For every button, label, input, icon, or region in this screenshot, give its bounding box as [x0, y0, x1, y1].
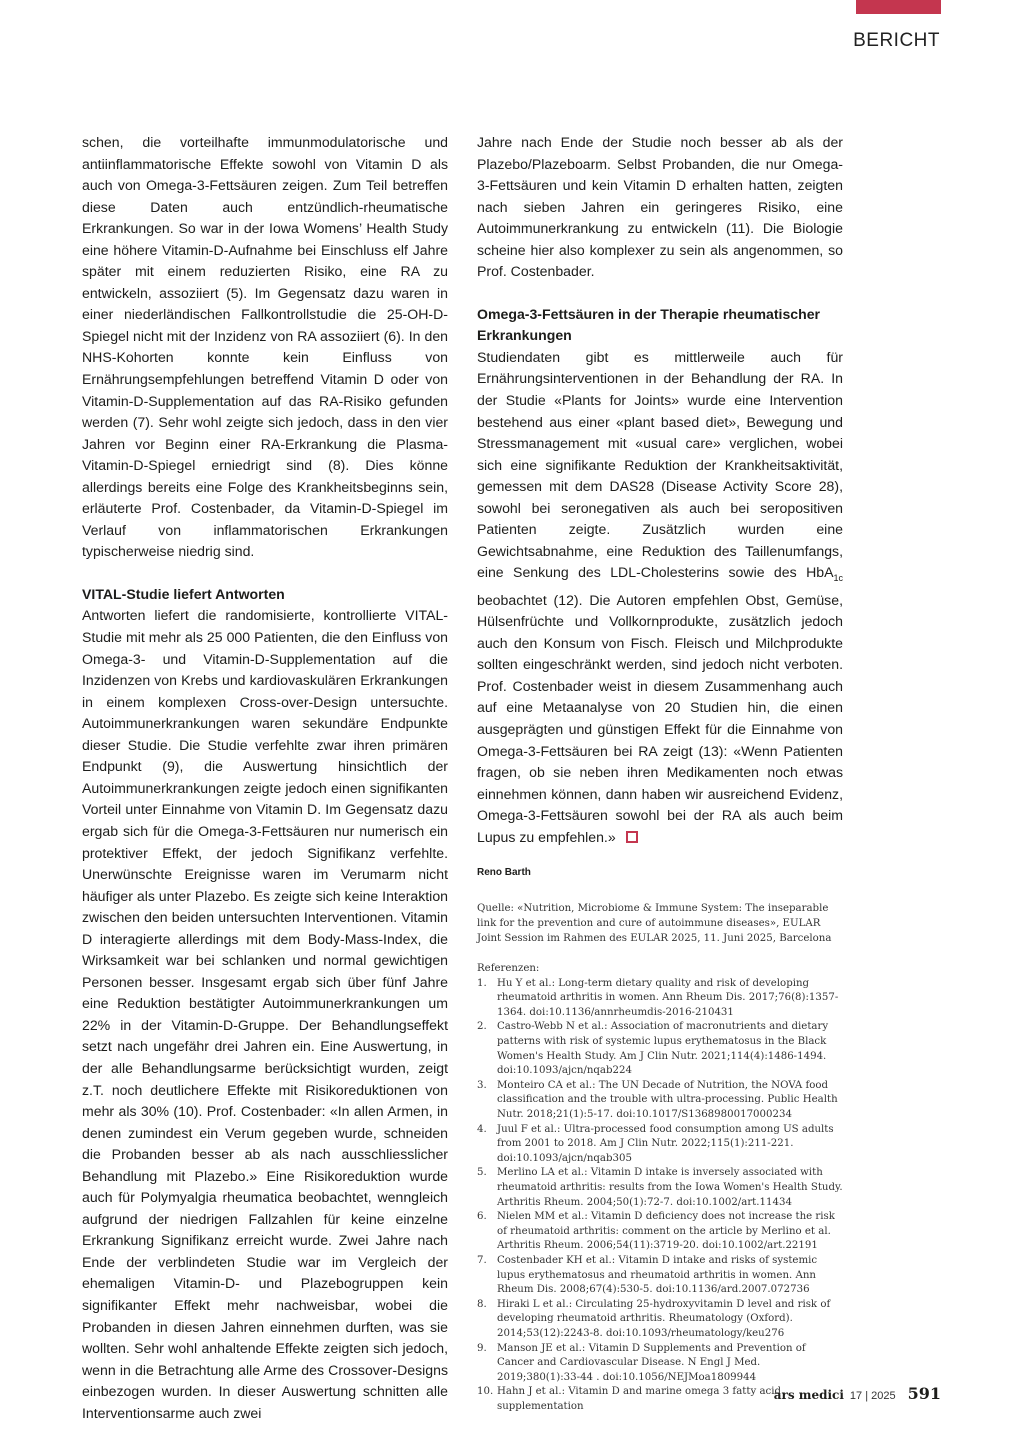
reference-number: 10.: [477, 1386, 494, 1398]
section-label: BERICHT: [853, 30, 940, 51]
subscript: 1c: [833, 573, 843, 584]
reference-item: [477, 1254, 843, 1298]
journal-name: ars medici: [773, 1388, 844, 1402]
reference-item: [477, 1210, 843, 1254]
body-paragraph: Jahre nach Ende der Studie noch besser ab als der Plazebo/Plazeboarm. Selbst Probanden, die nur Omega-3-Fettsäuren und kein Vitamin D erhalten hatten, zeigten nach sieben Jahren ein geringeres Risiko, eine Autoimmunerkrankung zu entwickeln (11). Die Biologie scheine hier also komplexer zu sein als angenommen, so Prof. Costenbader.: [477, 134, 843, 280]
reference-number: 2.: [477, 1021, 487, 1033]
page-footer: [774, 1384, 941, 1403]
author-name: Reno Barth: [477, 867, 531, 879]
reference-text: Juul F et al.: Ultra-processed food consumption among US adults from 2001 to 2018. Am J Clin Nutr. 2022;115(1):211-221. doi:10.1093/ajcn/nqab305: [497, 1123, 834, 1164]
reference-item: [477, 1079, 843, 1123]
body-paragraph: [477, 347, 843, 848]
references-title: Referenzen:: [477, 963, 540, 975]
section-heading: Omega-3-Fettsäuren in der Therapie rheumatischer Erkrankungen: [477, 305, 821, 344]
right-column: [477, 132, 843, 1415]
end-of-article-square-icon: [626, 831, 638, 843]
body-paragraph: schen, die vorteilhafte immunmodulatorische und antiinflammatorische Effekte sowohl von Vitamin D als auch von Omega-3-Fettsäuren zeigen. Zum Teil betreffen diese Daten auch entzündlich-rheumatische Erkrankungen. So war in der Iowa Womens’ Health Study eine höhere Vitamin-D-Aufnahme bei Einschluss elf Jahre später mit einem reduzierten Risiko, eine RA zu entwickeln, assoziiert (5). Im Gegensatz dazu waren in einer niederländischen Fallkontrollstudie die 25-OH-D-Spiegel nicht mit der Inzidenz von RA assoziiert (6). In den NHS-Kohorten konnte kein Einfluss von Ernährungsempfehlungen betreffend Vitamin D oder von Vitamin-D-Supplementation auf das RA-Risiko gefunden werden (7). Sehr wohl zeigte sich jedoch, dass in den vier Jahren vor Beginn einer RA-Erkrankung die Plasma-Vitamin-D-Spiegel erniedrigt sind (8). Dies könne allerdings bereits eine Folge des Krankheitsbeginns sein, erläuterte Prof. Costenbader, da Vitamin-D-Spiegel im Verlauf von inflammatorischen Erkrankungen typischerweise niedrig sind.: [82, 134, 448, 560]
reference-number: 3.: [477, 1079, 487, 1091]
reference-number: 4.: [477, 1123, 487, 1135]
body-paragraph: Antworten liefert die randomisierte, kontrollierte VITAL-Studie mit mehr als 25 000 Patienten, die den Einfluss von Omega-3- und Vitamin-D-Supplementation auf die Inzidenzen von Krebs und kardiovaskulären Erkrankungen in einem komplexen Cross-over-Design untersuchte. Autoimmunerkrankungen waren sekundäre Endpunkte dieser Studie. Die Studie verfehlte zwar ihren primären Endpunkt (9), die Auswertung hinsichtlich der Autoimmunerkrankungen zeigte jedoch einen signifikanten Vorteil unter Einnahme von Vitamin D. Im Gegensatz dazu ergab sich für die Omega-3-Fettsäuren nur numerisch ein protektiver Effekt, der jedoch Signifikanz verfehlte. Unerwünschte Ereignisse waren im Verumarm nicht häufiger als unter Plazebo. Es zeigte sich keine Interaktion zwischen den beiden untersuchten Interventionen. Vitamin D interagierte allerdings mit dem Body-Mass-Index, die Wirksamkeit war bei schlanken und normal gewichtigen Personen besser. Insgesamt ergab sich über fünf Jahre eine Reduktion bestätigter Autoimmunerkrankungen um 22% in der Vitamin-D-Gruppe. Der Behandlungseffekt setzt nach ungefähr drei Jahren ein. Eine Auswertung, in der alle Behandlungsarme berücksichtigt wurden, zeigt z.T. noch deutlichere Effekte mit Risikoreduktionen von mehr als 30% (10). Prof. Costenbader: «In allen Armen, in denen zumindest ein Verum gegeben wurde, schneiden die Probanden besser ab als nach ausschliesslicher Behandlung mit Plazebo.» Eine Risikoreduktion wurde auch für Polymyalgia rheumatica beobachtet, wenngleich aufgrund der niedrigen Fallzahlen für keine einzelne Erkrankung Signifikanz erreicht wurde. Zwei Jahre nach Ende der verblindeten Studie war im Vergleich der ehemaligen Vitamin-D- und Plazebogruppen kein signifikanter Effekt mehr nachweisbar, wobei die Probanden in diesen Jahren einnehmen durften, was sie wollten. Sehr wohl anhaltende Effekte zeigten sich jedoch, wenn in die Betrachtung alle Arme des Crossover-Designs einbezogen wurden. In dieser Auswertung schnitten alle Interventionsarme auch zwei: [82, 607, 448, 1421]
reference-number: 5.: [477, 1167, 487, 1179]
reference-item: [477, 1298, 843, 1342]
reference-text: Hu Y et al.: Long-term dietary quality and risk of developing rheumatoid arthritis in women. Ann Rheum Dis. 2017;76(8):1357-1364. doi:10.1136/annrheumdis-2016-210431: [497, 977, 839, 1018]
reference-item: [477, 1020, 843, 1078]
reference-number: 9.: [477, 1342, 487, 1354]
reference-item: [477, 977, 843, 1021]
issue-number: 17 | 2025: [849, 1390, 896, 1402]
reference-text: Costenbader KH et al.: Vitamin D intake and risks of systemic lupus erythematosus and rheumatoid arthritis in women. Ann Rheum Dis. 2008;67(4):530-5. doi:10.1136/ard.2007.072736: [497, 1254, 818, 1296]
source-note: Quelle: «Nutrition, Microbiome & Immune System: The inseparable link for the prevention and cure of autoimmune diseases», EULAR Joint Session im Rahmen des EULAR 2025, 11. Juni 2025, Barcelona: [477, 903, 832, 944]
body-text: beobachtet (12). Die Autoren empfehlen Obst, Gemüse, Hülsenfrüchte und Vollkornprodukte, zusätzlich jedoch auch den Konsum von Fisch. Fleisch und Milchprodukte sollten eingeschränkt werden, sind jedoch nicht verboten. Prof. Costenbader weist in diesem Zusammenhang auch auf eine Metaanalyse von 20 Studien hin, die einen ausgeprägten und günstigen Effekt für die Einnahme von Omega-3-Fettsäuren bei RA zeigt (13): «Wenn Patienten fragen, ob sie neben ihren Medikamenten noch etwas einnehmen können, dann haben wir ausreichend Evidenz, Omega-3-Fettsäuren sowohl bei der RA als auch beim Lupus zu empfehlen.»: [477, 591, 843, 845]
left-column: [82, 132, 448, 1424]
reference-text: Nielen MM et al.: Vitamin D deficiency does not increase the risk of rheumatoid arthritis: comment on the article by Merlino et al. Arthritis Rheum. 2006;54(11):3719-20. doi:10.1002/art.22191: [497, 1211, 835, 1252]
reference-text: Monteiro CA et al.: The UN Decade of Nutrition, the NOVA food classification and the trouble with ultra-processing. Public Health Nutr. 2018;21(1):5-17. doi:10.1017/S1368980017000234: [497, 1079, 838, 1121]
reference-item: [477, 1123, 843, 1167]
reference-item: [477, 1342, 843, 1386]
reference-number: 8.: [477, 1298, 487, 1310]
reference-text: Castro-Webb N et al.: Association of macronutrients and dietary patterns with risk of systemic lupus erythematosus in the Black Women's Health Study. Am J Clin Nutr. 2021;114(4):1486-1494. doi:10.1093/ajcn/nqab224: [497, 1021, 829, 1077]
reference-text: Manson JE et al.: Vitamin D Supplements and Prevention of Cancer and Cardiovascular Disease. N Engl J Med. 2019;380(1):33-44 . doi:10.1056/NEJMoa1809944: [497, 1342, 806, 1383]
reference-text: Hiraki L et al.: Circulating 25-hydroxyvitamin D level and risk of developing rheumatoid arthritis. Rheumatology (Oxford). 2014;53(12):2243-8. doi:10.1093/rheumatology/keu276: [497, 1298, 831, 1339]
section-accent-bar: [856, 0, 941, 14]
reference-text: Hahn J et al.: Vitamin D and marine omega 3 fatty acid supplementation: [497, 1386, 782, 1412]
body-text: Studiendaten gibt es mittlerweile auch für Ernährungsinterventionen in der Behandlung der RA. In der Studie «Plants for Joints» wurde eine Intervention bestehend aus einer «plant based diet», Bewegung und Stressmanagement mit «usual care» verglichen, wobei sich eine signifikante Reduktion der Krankheitsaktivität, gemessen mit dem DAS28 (Disease Activity Score 28), sowohl bei seronegativen als auch bei seropositiven Patienten zeigte. Zusätzlich wurden eine Gewichtsabnahme, eine Reduktion des Taillenumfangs, eine Senkung des LDL-Cholesterins sowie des HbA: [477, 348, 843, 581]
reference-number: 7.: [477, 1254, 487, 1266]
reference-item: [477, 1166, 843, 1210]
reference-number: 1.: [477, 977, 487, 989]
reference-text: Merlino LA et al.: Vitamin D intake is inversely associated with rheumatoid arthritis: results from the Iowa Women's Health Study. Arthritis Rheum. 2004;50(1):72-7. doi:10.1002/art.11434: [497, 1167, 843, 1208]
page-number: 591: [907, 1384, 941, 1403]
references-list: [477, 977, 843, 1415]
section-heading: VITAL-Studie liefert Antworten: [82, 585, 285, 602]
reference-number: 6.: [477, 1211, 487, 1223]
